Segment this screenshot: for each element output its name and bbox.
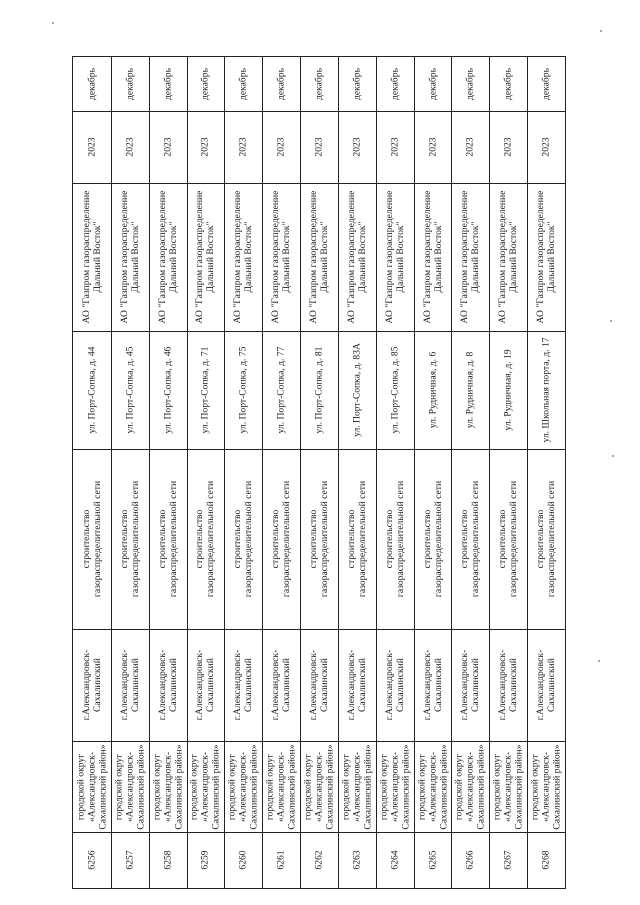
- cell-district: [262, 741, 300, 832]
- cell-work-type: [451, 449, 489, 629]
- year-text: 2023: [237, 137, 249, 157]
- cell-settlement: [300, 629, 338, 741]
- settlement-text: г.Александровск- Сахалинский: [156, 649, 179, 721]
- row-number-text: 6261: [275, 850, 287, 870]
- address-text: ул. Порт-Сопка, д. 71: [199, 346, 211, 434]
- cell-row-number: [73, 832, 111, 888]
- cell-work-type: [414, 449, 452, 629]
- district-text: городской округ «Александровск- Сахалинский район»: [188, 743, 222, 830]
- cell-district: [73, 741, 111, 832]
- cell-contractor: [111, 183, 149, 331]
- cell-work-type: [187, 449, 225, 629]
- cell-year: [73, 111, 111, 183]
- work-type-text: строительство газораспределительной сети: [270, 480, 293, 598]
- district-text: городской округ «Александровск- Сахалинский район»: [75, 743, 109, 830]
- cell-address: [187, 331, 225, 449]
- cell-district: [300, 741, 338, 832]
- settlement-text: г.Александровск- Сахалинский: [535, 649, 558, 721]
- district-text: городской округ «Александровск- Сахалинский район»: [378, 743, 412, 830]
- work-type-text: строительство газораспределительной сети: [535, 480, 558, 598]
- row-separator: [262, 57, 263, 888]
- cell-settlement: [527, 629, 565, 741]
- work-type-text: строительство газораспределительной сети: [383, 480, 406, 598]
- cell-contractor: [73, 183, 111, 331]
- row-separator: [376, 57, 377, 888]
- cell-address: [451, 331, 489, 449]
- row-number-text: 6257: [124, 850, 136, 870]
- cell-contractor: [489, 183, 527, 331]
- cell-contractor: [376, 183, 414, 331]
- year-text: 2023: [540, 137, 552, 157]
- contractor-text: АО "Газпром газораспределение Дальний Восток": [232, 190, 255, 324]
- cell-row-number: [300, 832, 338, 888]
- address-text: ул. Школьная порта, д. 17: [540, 337, 552, 443]
- scan-speck: [610, 320, 612, 322]
- scan-speck: [600, 30, 602, 32]
- row-separator: [338, 57, 339, 888]
- address-text: ул. Порт-Сопка, д. 46: [162, 346, 174, 434]
- cell-settlement: [489, 629, 527, 741]
- row-number-text: 6264: [389, 850, 401, 870]
- cell-month: [414, 57, 452, 111]
- address-text: ул. Порт-Сопка, д. 44: [86, 346, 98, 434]
- work-type-text: строительство газораспределительной сети: [459, 480, 482, 598]
- cell-contractor: [451, 183, 489, 331]
- cell-settlement: [149, 629, 187, 741]
- cell-contractor: [338, 183, 376, 331]
- table-row: [414, 57, 452, 888]
- row-separator: [187, 57, 188, 888]
- month-text: декабрь: [313, 68, 325, 100]
- row-number-text: 6262: [313, 850, 325, 870]
- year-text: 2023: [351, 137, 363, 157]
- contractor-text: АО "Газпром газораспределение Дальний Восток": [421, 190, 444, 324]
- work-type-text: строительство газораспределительной сети: [307, 480, 330, 598]
- row-number-text: 6260: [237, 850, 249, 870]
- cell-district: [451, 741, 489, 832]
- district-text: городской округ «Александровск- Сахалинский район»: [264, 743, 298, 830]
- month-text: декабрь: [464, 68, 476, 100]
- cell-month: [489, 57, 527, 111]
- cell-month: [149, 57, 187, 111]
- scan-speck: [612, 455, 614, 457]
- cell-month: [451, 57, 489, 111]
- work-type-text: строительство газораспределительной сети: [194, 480, 217, 598]
- contractor-text: АО "Газпром газораспределение Дальний Восток": [459, 190, 482, 324]
- work-type-text: строительство газораспределительной сети: [421, 480, 444, 598]
- settlement-text: г.Александровск- Сахалинский: [307, 649, 330, 721]
- cell-settlement: [414, 629, 452, 741]
- contractor-text: АО "Газпром газораспределение Дальний Восток": [80, 190, 103, 324]
- month-text: декабрь: [427, 68, 439, 100]
- cell-settlement: [451, 629, 489, 741]
- contractor-text: АО "Газпром газораспределение Дальний Восток": [345, 190, 368, 324]
- cell-month: [376, 57, 414, 111]
- cell-settlement: [224, 629, 262, 741]
- table-row: [73, 57, 111, 888]
- cell-work-type: [300, 449, 338, 629]
- district-text: городской округ «Александровск- Сахалинский район»: [226, 743, 260, 830]
- cell-row-number: [111, 832, 149, 888]
- month-text: декабрь: [199, 68, 211, 100]
- contractor-text: АО "Газпром газораспределение Дальний Восток": [497, 190, 520, 324]
- cell-month: [262, 57, 300, 111]
- month-text: декабрь: [162, 68, 174, 100]
- cell-contractor: [527, 183, 565, 331]
- settlement-text: г.Александровск- Сахалинский: [194, 649, 217, 721]
- table-row: [489, 57, 527, 888]
- cell-address: [300, 331, 338, 449]
- month-text: декабрь: [86, 68, 98, 100]
- settlement-text: г.Александровск- Сахалинский: [345, 649, 368, 721]
- year-text: 2023: [162, 137, 174, 157]
- year-text: 2023: [199, 137, 211, 157]
- cell-address: [224, 331, 262, 449]
- row-separator: [489, 57, 490, 888]
- cell-year: [224, 111, 262, 183]
- month-text: декабрь: [540, 68, 552, 100]
- cell-year: [187, 111, 225, 183]
- row-separator: [414, 57, 415, 888]
- contractor-text: АО "Газпром газораспределение Дальний Восток": [270, 190, 293, 324]
- cell-district: [111, 741, 149, 832]
- cell-row-number: [451, 832, 489, 888]
- row-number-text: 6256: [86, 850, 98, 870]
- address-text: ул. Порт-Сопка, д. 75: [237, 346, 249, 434]
- cell-work-type: [376, 449, 414, 629]
- cell-work-type: [149, 449, 187, 629]
- cell-month: [187, 57, 225, 111]
- contractor-text: АО "Газпром газораспределение Дальний Восток": [307, 190, 330, 324]
- address-text: ул. Порт-Сопка, д. 81: [313, 346, 325, 434]
- address-text: ул. Порт-Сопка, д. 85: [389, 346, 401, 434]
- cell-month: [338, 57, 376, 111]
- cell-settlement: [338, 629, 376, 741]
- year-text: 2023: [313, 137, 325, 157]
- table-row: [527, 57, 565, 888]
- year-text: 2023: [124, 137, 136, 157]
- cell-work-type: [111, 449, 149, 629]
- table-row: [149, 57, 187, 888]
- year-text: 2023: [275, 137, 287, 157]
- cell-address: [262, 331, 300, 449]
- month-text: декабрь: [275, 68, 287, 100]
- year-text: 2023: [464, 137, 476, 157]
- cell-month: [527, 57, 565, 111]
- row-number-text: 6266: [464, 850, 476, 870]
- address-text: ул. Порт-Сопка, д. 45: [124, 346, 136, 434]
- table-row: [376, 57, 414, 888]
- cell-year: [414, 111, 452, 183]
- address-text: ул. Порт-Сопка, д. 83А: [351, 343, 363, 437]
- row-number-text: 6258: [162, 850, 174, 870]
- cell-address: [73, 331, 111, 449]
- year-text: 2023: [502, 137, 514, 157]
- cell-district: [489, 741, 527, 832]
- cell-contractor: [149, 183, 187, 331]
- work-type-text: строительство газораспределительной сети: [156, 480, 179, 598]
- row-number-text: 6268: [540, 850, 552, 870]
- cell-row-number: [527, 832, 565, 888]
- cell-address: [414, 331, 452, 449]
- cell-work-type: [73, 449, 111, 629]
- work-type-text: строительство газораспределительной сети: [345, 480, 368, 598]
- cell-row-number: [414, 832, 452, 888]
- row-number-text: 6267: [502, 850, 514, 870]
- settlement-text: г.Александровск- Сахалинский: [118, 649, 141, 721]
- settlement-text: г.Александровск- Сахалинский: [383, 649, 406, 721]
- cell-row-number: [338, 832, 376, 888]
- scan-speck: [52, 22, 54, 24]
- cell-year: [376, 111, 414, 183]
- contractor-text: АО "Газпром газораспределение Дальний Восток": [194, 190, 217, 324]
- district-text: городской округ «Александровск- Сахалинский район»: [416, 743, 450, 830]
- cell-work-type: [338, 449, 376, 629]
- settlement-text: г.Александровск- Сахалинский: [270, 649, 293, 721]
- work-type-text: строительство газораспределительной сети: [232, 480, 255, 598]
- cell-month: [224, 57, 262, 111]
- contractor-text: АО "Газпром газораспределение Дальний Восток": [118, 190, 141, 324]
- district-text: городской округ «Александровск- Сахалинский район»: [151, 743, 185, 830]
- cell-district: [149, 741, 187, 832]
- contractor-text: АО "Газпром газораспределение Дальний Восток": [383, 190, 406, 324]
- cell-address: [489, 331, 527, 449]
- year-text: 2023: [389, 137, 401, 157]
- cell-district: [376, 741, 414, 832]
- cell-row-number: [489, 832, 527, 888]
- cell-contractor: [262, 183, 300, 331]
- table-row: [187, 57, 225, 888]
- cell-settlement: [262, 629, 300, 741]
- row-number-text: 6263: [351, 850, 363, 870]
- row-number-text: 6265: [427, 850, 439, 870]
- month-text: декабрь: [237, 68, 249, 100]
- cell-year: [111, 111, 149, 183]
- cell-year: [300, 111, 338, 183]
- settlement-text: г.Александровск- Сахалинский: [232, 649, 255, 721]
- table-row: [300, 57, 338, 888]
- cell-year: [149, 111, 187, 183]
- cell-contractor: [224, 183, 262, 331]
- address-text: ул. Порт-Сопка, д. 77: [275, 346, 287, 434]
- settlement-text: г.Александровск- Сахалинский: [459, 649, 482, 721]
- year-text: 2023: [86, 137, 98, 157]
- cell-work-type: [527, 449, 565, 629]
- cell-year: [262, 111, 300, 183]
- table-row: [224, 57, 262, 888]
- district-text: городской округ «Александровск- Сахалинский район»: [529, 743, 563, 830]
- cell-address: [111, 331, 149, 449]
- settlement-text: г.Александровск- Сахалинский: [497, 649, 520, 721]
- month-text: декабрь: [389, 68, 401, 100]
- work-type-text: строительство газораспределительной сети: [118, 480, 141, 598]
- scan-speck: [598, 660, 600, 662]
- cell-work-type: [262, 449, 300, 629]
- row-separator: [111, 57, 112, 888]
- cell-year: [489, 111, 527, 183]
- cell-work-type: [489, 449, 527, 629]
- cell-month: [111, 57, 149, 111]
- cell-settlement: [187, 629, 225, 741]
- settlement-text: г.Александровск- Сахалинский: [421, 649, 444, 721]
- district-text: городской округ «Александровск- Сахалинский район»: [113, 743, 147, 830]
- table-row: [451, 57, 489, 888]
- cell-year: [527, 111, 565, 183]
- cell-row-number: [149, 832, 187, 888]
- cell-district: [338, 741, 376, 832]
- cell-settlement: [73, 629, 111, 741]
- row-separator: [451, 57, 452, 888]
- cell-row-number: [262, 832, 300, 888]
- cell-year: [338, 111, 376, 183]
- cell-row-number: [224, 832, 262, 888]
- cell-contractor: [300, 183, 338, 331]
- month-text: декабрь: [351, 68, 363, 100]
- cell-year: [451, 111, 489, 183]
- year-text: 2023: [427, 137, 439, 157]
- table-row: [338, 57, 376, 888]
- cell-row-number: [187, 832, 225, 888]
- row-number-text: 6259: [199, 850, 211, 870]
- rotated-table: [72, 56, 566, 889]
- cell-row-number: [376, 832, 414, 888]
- table-row: [262, 57, 300, 888]
- cell-month: [300, 57, 338, 111]
- district-text: городской округ «Александровск- Сахалинский район»: [302, 743, 336, 830]
- address-text: ул. Рудничная, д. 8: [464, 351, 476, 429]
- cell-address: [149, 331, 187, 449]
- address-text: ул. Рудничная, д. 19: [502, 349, 514, 431]
- month-text: декабрь: [502, 68, 514, 100]
- address-text: ул. Рудничная, д. 6: [427, 351, 439, 429]
- work-type-text: строительство газораспределительной сети: [497, 480, 520, 598]
- cell-month: [73, 57, 111, 111]
- table-row: [111, 57, 149, 888]
- district-text: городской округ «Александровск- Сахалинский район»: [491, 743, 525, 830]
- cell-contractor: [187, 183, 225, 331]
- cell-district: [224, 741, 262, 832]
- cell-work-type: [224, 449, 262, 629]
- cell-settlement: [111, 629, 149, 741]
- row-separator: [300, 57, 301, 888]
- row-separator: [149, 57, 150, 888]
- settlement-text: г.Александровск- Сахалинский: [80, 649, 103, 721]
- district-text: городской округ «Александровск- Сахалинский район»: [340, 743, 374, 830]
- cell-address: [376, 331, 414, 449]
- month-text: декабрь: [124, 68, 136, 100]
- contractor-text: АО "Газпром газораспределение Дальний Восток": [535, 190, 558, 324]
- row-separator: [224, 57, 225, 888]
- cell-district: [527, 741, 565, 832]
- contractor-text: АО "Газпром газораспределение Дальний Восток": [156, 190, 179, 324]
- cell-contractor: [414, 183, 452, 331]
- cell-settlement: [376, 629, 414, 741]
- cell-address: [527, 331, 565, 449]
- district-text: городской округ «Александровск- Сахалинский район»: [453, 743, 487, 830]
- cell-address: [338, 331, 376, 449]
- row-separator: [527, 57, 528, 888]
- work-type-text: строительство газораспределительной сети: [80, 480, 103, 598]
- cell-district: [414, 741, 452, 832]
- cell-district: [187, 741, 225, 832]
